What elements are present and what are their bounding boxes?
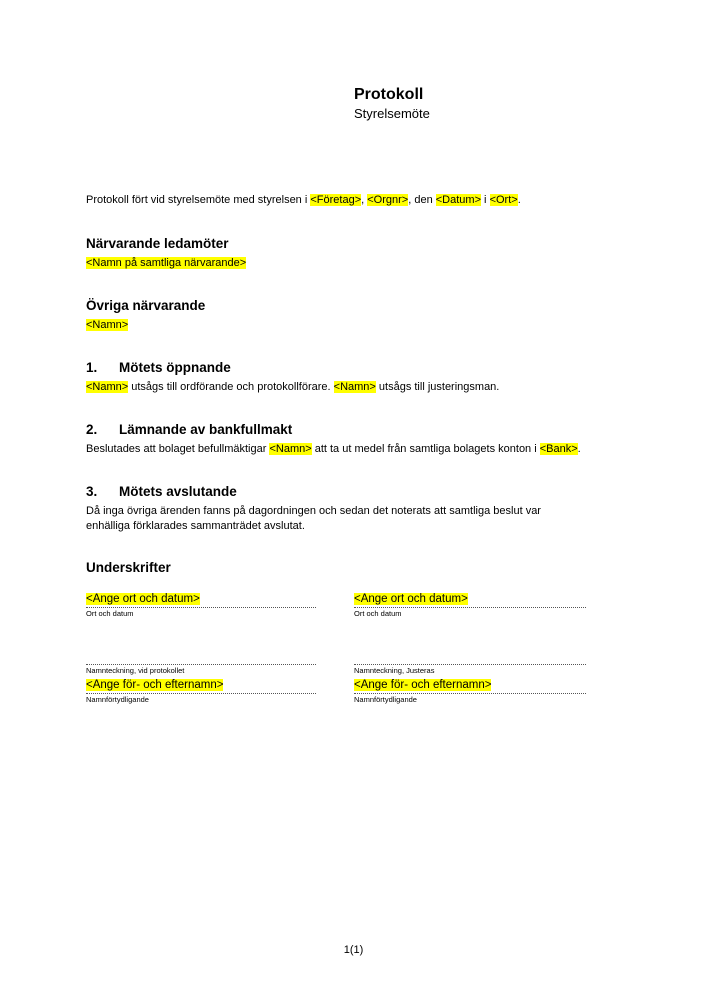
company-placeholder: <Företag> (310, 194, 362, 206)
item-text-line: Då inga övriga ärenden fanns på dagordningen och sedan det noterats att samtliga beslut var (86, 505, 541, 517)
right-place-date-caption: Ort och datum (354, 609, 402, 618)
item-text: att ta ut medel från samtliga bolagets konton i (311, 443, 540, 455)
present-members-placeholder: <Namn på samtliga närvarande> (86, 257, 247, 269)
present-members-paragraph (86, 256, 246, 271)
item-text: Beslutades att bolaget befullmäktigar (86, 443, 270, 455)
item-1-heading (86, 360, 231, 375)
item-number: 2. (86, 422, 98, 437)
right-signature-caption: Namnteckning, Justeras (354, 666, 435, 675)
right-name-field[interactable] (354, 679, 491, 691)
item-2-paragraph (86, 442, 581, 457)
intro-paragraph (86, 194, 521, 206)
left-signature-line[interactable] (86, 664, 316, 665)
item-title: Mötets avslutande (119, 484, 237, 499)
left-place-date-placeholder: <Ange ort och datum> (86, 593, 200, 605)
adjuster-name-placeholder: <Namn> (333, 381, 376, 393)
left-place-date-caption: Ort och datum (86, 609, 134, 618)
item-text: utsågs till justeringsman. (375, 381, 500, 393)
item-title: Mötets öppnande (119, 360, 231, 375)
document-subtitle: Styrelsemöte (354, 106, 430, 121)
left-place-date-line (86, 607, 316, 608)
date-placeholder: <Datum> (435, 194, 481, 206)
item-1-paragraph (86, 380, 499, 395)
document-title: Protokoll (354, 86, 424, 103)
item-text: utsågs till ordförande och protokollförare. (128, 381, 334, 393)
right-name-caption: Namnförtydligande (354, 695, 417, 704)
left-name-placeholder: <Ange för- och efternamn> (86, 679, 224, 691)
left-name-field[interactable] (86, 679, 223, 691)
present-members-heading: Närvarande ledamöter (86, 236, 229, 251)
right-place-date-field[interactable] (354, 593, 468, 605)
left-name-caption: Namnförtydligande (86, 695, 149, 704)
intro-text: i (481, 194, 490, 206)
left-name-line (86, 693, 316, 694)
signatures-heading: Underskrifter (86, 560, 171, 575)
other-present-heading: Övriga närvarande (86, 298, 206, 313)
right-place-date-placeholder: <Ange ort och datum> (354, 593, 468, 605)
intro-text: Protokoll fört vid styrelsemöte med styrelsen i (86, 194, 311, 206)
other-present-placeholder: <Namn> (86, 319, 129, 331)
item-text: . (577, 443, 581, 455)
item-title: Lämnande av bankfullmakt (119, 422, 293, 437)
left-signature-caption: Namnteckning, vid protokollet (86, 666, 185, 675)
intro-text: . (517, 194, 521, 206)
right-signature-line[interactable] (354, 664, 586, 665)
item-3-heading (86, 484, 237, 499)
item-3-paragraph (86, 504, 541, 534)
left-place-date-field[interactable] (86, 593, 200, 605)
right-place-date-line (354, 607, 586, 608)
right-name-line (354, 693, 586, 694)
item-text-line: enhälliga förklarades sammanträdet avslutat. (86, 520, 305, 532)
chairman-name-placeholder: <Namn> (86, 381, 129, 393)
item-2-heading (86, 422, 292, 437)
place-placeholder: <Ort> (489, 194, 518, 206)
item-number: 1. (86, 360, 98, 375)
proxy-name-placeholder: <Namn> (269, 443, 312, 455)
item-number: 3. (86, 484, 98, 499)
right-name-placeholder: <Ange för- och efternamn> (354, 679, 492, 691)
bank-placeholder: <Bank> (539, 443, 578, 455)
orgnr-placeholder: <Orgnr> (367, 194, 409, 206)
intro-text: , den (408, 194, 436, 206)
intro-text: , (361, 194, 368, 206)
page-number: 1(1) (343, 944, 364, 956)
other-present-paragraph (86, 318, 128, 333)
